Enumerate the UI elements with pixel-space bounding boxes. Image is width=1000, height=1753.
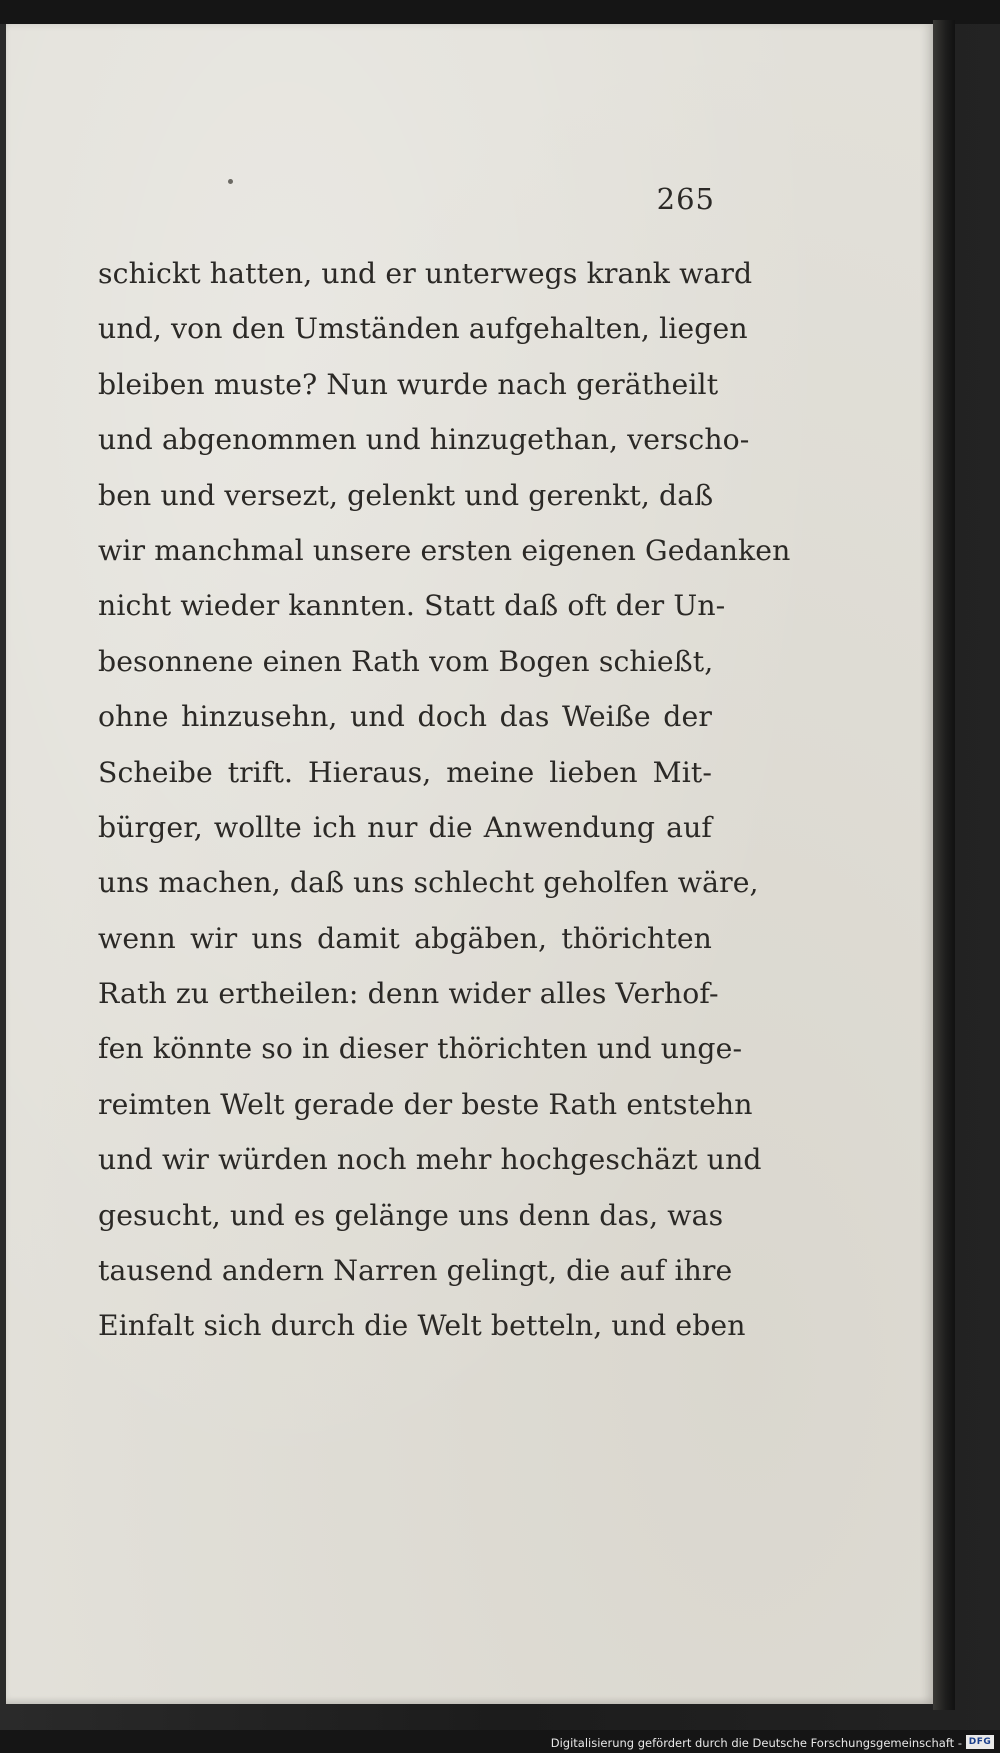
text-line: und, von den Umständen aufgehalten, liegen	[98, 312, 748, 346]
text-line: wenn wir uns damit abgäben, thörichten	[98, 921, 712, 955]
paper-speck	[228, 179, 233, 184]
page-fore-edge	[933, 20, 955, 1710]
text-line: uns machen, daß uns schlecht geholfen wäre,	[98, 866, 759, 900]
text-line: Einfalt sich durch die Welt betteln, und eben	[98, 1309, 746, 1343]
text-line: nicht wieder kannten. Statt daß oft der Un-	[98, 589, 726, 623]
text-line: fen könnte so in dieser thörichten und unge-	[98, 1032, 743, 1066]
text-line: bürger, wollte ich nur die Anwendung auf	[98, 810, 712, 844]
text-line: schickt hatten, und er unterwegs krank ward	[98, 257, 753, 290]
text-line: tausend andern Narren gelingt, die auf ihre	[98, 1254, 733, 1288]
scan-top-border	[0, 0, 1000, 24]
page-text-block	[98, 246, 791, 1354]
page-number: 265	[656, 182, 715, 216]
text-line: reimten Welt gerade der beste Rath entstehn	[98, 1087, 753, 1121]
text-line: ben und versezt, gelenkt und gerenkt, daß	[98, 478, 714, 512]
text-line: bleiben muste? Nun wurde nach gerätheilt	[98, 367, 719, 401]
text-line: wir manchmal unsere ersten eigenen Gedanken	[98, 533, 791, 567]
text-line: ohne hinzusehn, und doch das Weiße der	[98, 700, 712, 734]
text-line: besonnene einen Rath vom Bogen schießt,	[98, 644, 714, 678]
text-line: Scheibe trift. Hieraus, meine lieben Mit-	[98, 755, 712, 789]
text-line: Rath zu ertheilen: denn wider alles Verhof-	[98, 977, 719, 1011]
digitization-credit: Digitalisierung gefördert durch die Deutsche Forschungsgemeinschaft -	[550, 1736, 962, 1750]
text-line: gesucht, und es gelänge uns denn das, was	[98, 1198, 724, 1232]
text-line: und wir würden noch mehr hochgeschäzt und	[98, 1143, 762, 1177]
dfg-logo: DFG	[966, 1735, 994, 1749]
text-line: und abgenommen und hinzugethan, verscho-	[98, 423, 750, 457]
